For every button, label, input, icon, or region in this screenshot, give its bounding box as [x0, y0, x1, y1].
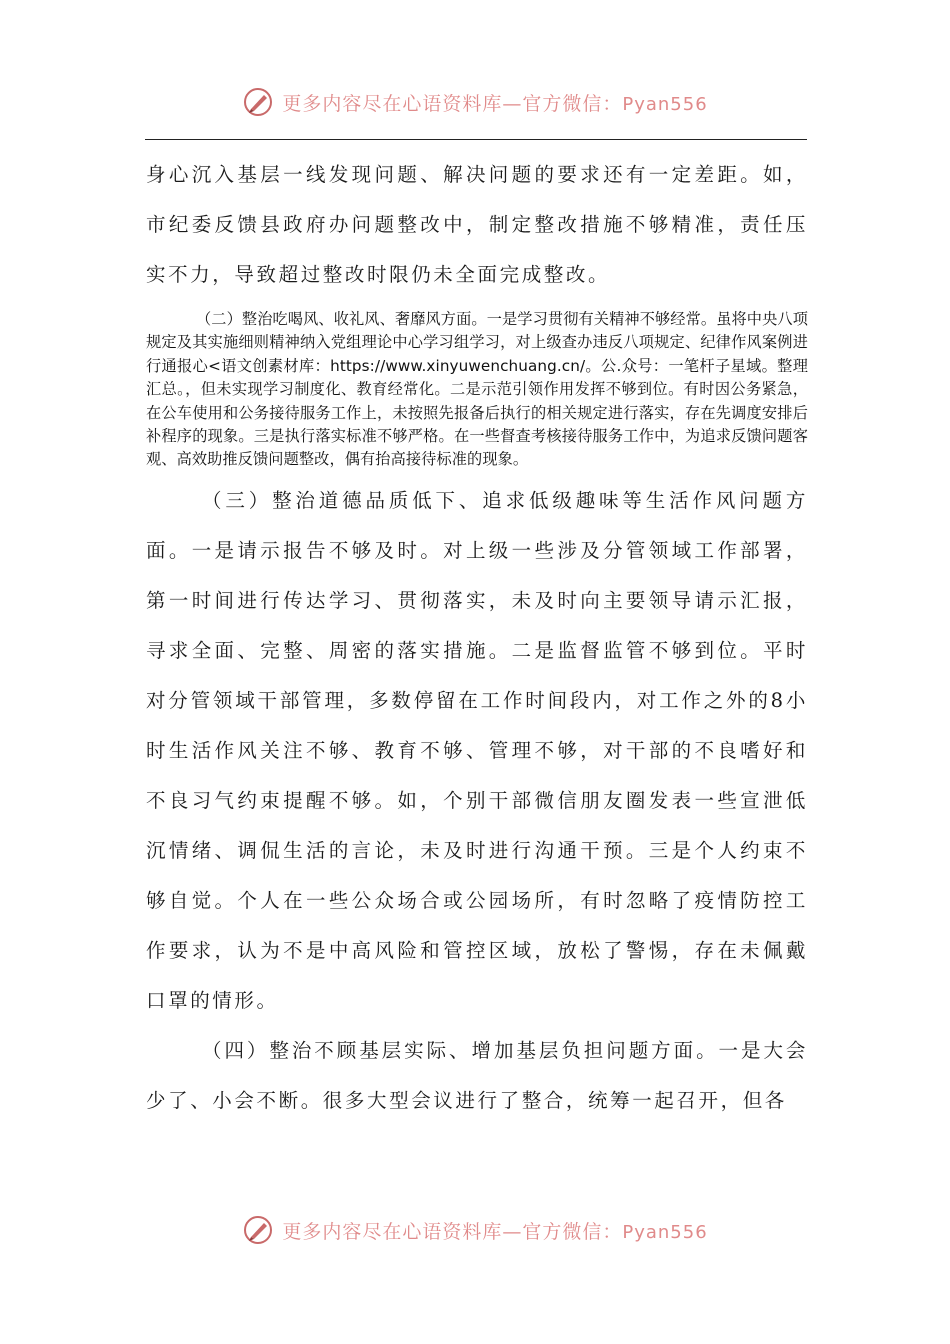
- document-body: [146, 150, 808, 1126]
- paragraph-1: 身心沉入基层一线发现问题、解决问题的要求还有一定差距。如，市纪委反馈县政府办问题整改中，制定整改措施不够精准，责任压实不力，导致超过整改时限仍未全面完成整改。: [146, 163, 808, 286]
- paragraph-3: （三）整治道德品质低下、追求低级趣味等生活作风问题方面。一是请示报告不够及时。对上级一些涉及分管领域工作部署，第一时间进行传达学习、贯彻落实，未及时向主要领导请示汇报，寻求全面、完整、周密的落实措施。二是监督监管不够到位。平时对分管领域干部管理，多数停留在工作时间段内，对工作之外的8小时生活作风关注不够、教育不够、管理不够，对干部的不良嗜好和不良习气约束提醒不够。如，个别干部微信朋友圈发表一些宣泄低沉情绪、调侃生活的言论，未及时进行沟通干预。三是个人约束不够自觉。个人在一些公众场合或公园场所，有时忽略了疫情防控工作要求，认为不是中高风险和管控区域，放松了警惕，存在未佩戴口罩的情形。: [146, 488, 808, 1012]
- pen-logo-icon: [242, 86, 274, 118]
- paragraph-2: （二）整治吃喝风、收礼风、奢靡风方面。一是学习贯彻有关精神不够经常。虽将中央八项规定及其实施细则精神纳入党组理论中心学习组学习，对上级查办违反八项规定、纪律作风案例进行通报心<语文创素材库：https://www.xinyuwenchuang.cn/。公.众号：一笔杆子星域。整理汇总。，但未实现学习制度化、教育经常化。二是示范引领作用发挥不够到位。有时因公务紧急，在公车使用和公务接待服务工作上，未按照先报备后执行的相关规定进行落实，存在先调度安排后补程序的现象。三是执行落实标准不够严格。在一些督查考核接待服务工作中，为追求反馈问题客观、高效助推反馈问题整改，偶有抬高接待标准的现象。: [146, 310, 808, 469]
- paragraph-4: （四）整治不顾基层实际、增加基层负担问题方面。一是大会少了、小会不断。很多大型会议进行了整合，统筹一起召开，但各: [146, 1038, 808, 1112]
- header-banner-text: 更多内容尽在心语资料库—官方微信：Pyan556: [282, 92, 708, 115]
- footer-banner: [0, 1210, 950, 1250]
- footer-banner-text: 更多内容尽在心语资料库—官方微信：Pyan556: [282, 1220, 708, 1243]
- pen-logo-icon: [242, 1214, 274, 1246]
- header-divider: [145, 139, 807, 140]
- header-banner: [0, 82, 950, 122]
